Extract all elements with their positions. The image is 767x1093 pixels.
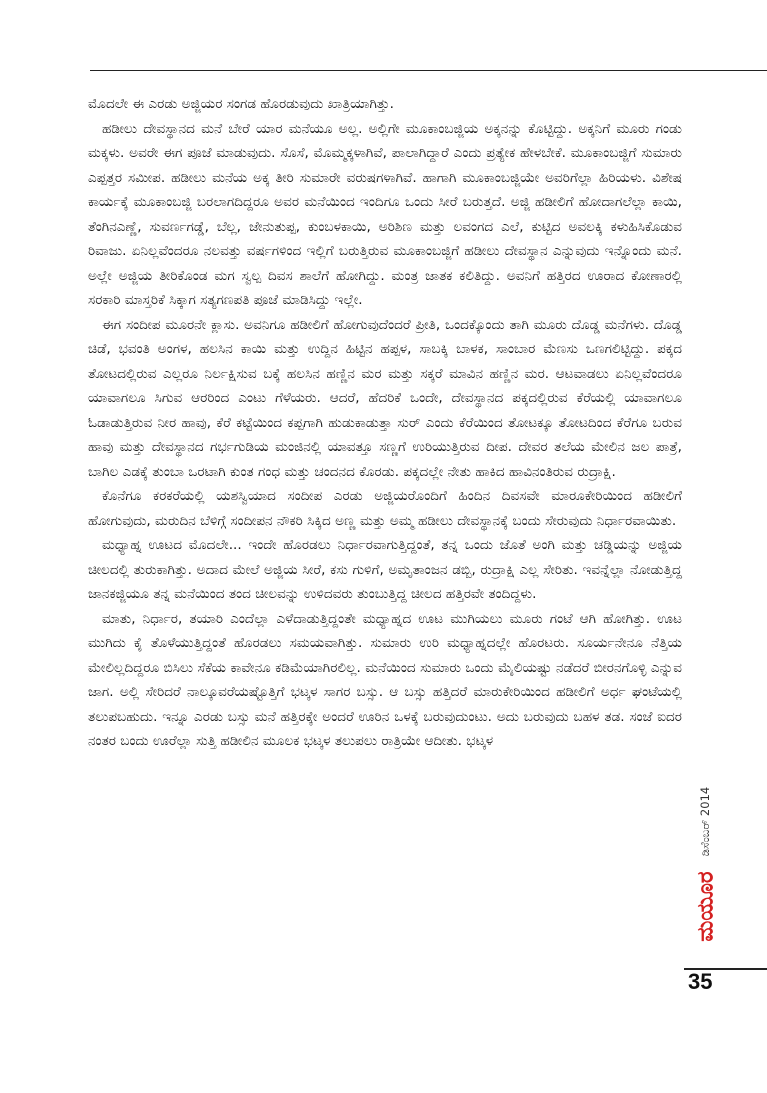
header-rule <box>90 70 767 71</box>
paragraph: ಕೊನೆಗೂ ಕರಕರೆಯಲ್ಲಿ ಯಶಸ್ವಿಯಾದ ಸಂದೀಪ ಎರಡು ಅಜ್ಜಿಯರೊಂದಿಗೆ ಹಿಂದಿನ ದಿವಸವೇ ಮಾರೂಕೇರಿಯಿಂದ ಹಡೀಲಿಗೆ ಹೋಗುವುದು, ಮರುದಿನ ಬೆಳಿಗ್ಗೆ ಸಂದೀಪನ ನೌಕರಿ ಸಿಕ್ಕಿದ ಅಣ್ಣ ಮತ್ತು ಅಮ್ಮ ಹಡೀಲು ದೇವಸ್ಥಾನಕ್ಕೆ ಬಂದು ಸೇರುವುದು ನಿರ್ಧಾರವಾಯಿತು. <box>88 488 682 529</box>
page-number: 35 <box>688 969 713 994</box>
paragraph: ಹಡೀಲು ದೇವಸ್ಥಾನದ ಮನೆ ಬೇರೆ ಯಾರ ಮನೆಯೂ ಅಲ್ಲ. ಅಲ್ಲಿಗೇ ಮೂಕಾಂಬಜ್ಜಿಯ ಅಕ್ಕನನ್ನು ಕೊಟ್ಟಿದ್ದು. ಅಕ್ಕನಿಗೆ ಮೂರು ಗಂಡು ಮಕ್ಕಳು. ಅವರೇ ಈಗ ಪೂಜೆ ಮಾಡುವುದು. ಸೊಸೆ, ಮೊಮ್ಮಕ್ಕಳಾಗಿವೆ, ಪಾಲಾಗಿದ್ದಾರೆ ಎಂದು ಪ್ರತ್ಯೇಕ ಹೇಳಬೇಕೆ. ಮೂಕಾಂಬಜ್ಜಿಗೆ ಸುಮಾರು ಎಪ್ಪತ್ತರ ಸಮೀಪ. ಹಡೀಲು ಮನೆಯ ಅಕ್ಕ ತೀರಿ ಸುಮಾರೇ ವರುಷಗಳಾಗಿವೆ. ಹಾಗಾಗಿ ಮೂಕಾಂಬಜ್ಜಿಯೇ ಅವರಿಗೆಲ್ಲಾ ಹಿರಿಯಳು. ವಿಶೇಷ ಕಾರ್ಯಕ್ಕೆ ಮೂಕಾಂಬಜ್ಜಿ ಬರಲಾಗದಿದ್ದರೂ ಅವರ ಮನೆಯಿಂದ ಇಂದಿಗೂ ಒಂದು ಸೀರೆ ಬರುತ್ತದೆ. ಅಜ್ಜಿ ಹಡೀಲಿಗೆ ಹೋದಾಗಲೆಲ್ಲಾ ಕಾಯಿ, ತೆಂಗಿನಎಣ್ಣೆ, ಸುವರ್ಣಗಡ್ಡೆ, ಬೆಲ್ಲ, ಜೇನುತುಪ್ಪ, ಕುಂಬಳಕಾಯಿ, ಅರಿಶಿಣ ಮತ್ತು ಲವಂಗದ ಎಲೆ, ಕುಟ್ಟಿದ ಅವಲಕ್ಕಿ ಕಳುಹಿಸಿಕೊಡುವ ರಿವಾಜು. ಏನಿಲ್ಲವೆಂದರೂ ನಲವತ್ತು ವರ್ಷಗಳಿಂದ ಇಲ್ಲಿಗೆ ಬರುತ್ತಿರುವ ಮೂಕಾಂಬಜ್ಜಿಗೆ ಹಡೀಲು ದೇವಸ್ಥಾನ ಎನ್ನುವುದು ಇನ್ನೊಂದು ಮನೆ. ಅಲ್ಲೇ ಅಜ್ಜಿಯ ತೀರಿಕೊಂಡ ಮಗ ಸ್ವಲ್ಪ ದಿವಸ ಶಾಲೆಗೆ ಹೋಗಿದ್ದು. ಮಂತ್ರ ಜಾತಕ ಕಲಿತಿದ್ದು. ಅವನಿಗೆ ಹತ್ತಿರದ ಊರಾದ ಕೋಣಾರಲ್ಲಿ ಸರಕಾರಿ ಮಾಸ್ತರಿಕೆ ಸಿಕ್ಕಾಗ ಸತ್ಯಗಣಪತಿ ಪೂಜೆ ಮಾಡಿಸಿದ್ದು ಇಲ್ಲೇ. <box>88 120 682 308</box>
issue-date <box>693 786 719 856</box>
paragraph: ಮಧ್ಯಾಹ್ನ ಊಟದ ಮೊದಲೇ... ಇಂದೇ ಹೊರಡಲು ನಿರ್ಧಾರವಾಗುತ್ತಿದ್ದಂತೆ, ತನ್ನ ಒಂದು ಜೊತೆ ಅಂಗಿ ಮತ್ತು ಚಡ್ಡಿಯನ್ನು ಅಜ್ಜಿಯ ಚೀಲದಲ್ಲಿ ತುರುಕಾಗಿತ್ತು. ಅದಾದ ಮೇಲೆ ಅಜ್ಜಿಯ ಸೀರೆ, ಕಸು ಗುಳಿಗೆ, ಅಮೃತಾಂಜನ ಡಬ್ಬಿ, ರುದ್ರಾಕ್ಷಿ ಎಲ್ಲ ಸೇರಿತು. ಇವನ್ನೆಲ್ಲಾ ನೋಡುತ್ತಿದ್ದ ಜಾನಕಜ್ಜಿಯೂ ತನ್ನ ಮನೆಯಿಂದ ತಂದ ಚೀಲವನ್ನು ಉಳಿದವರು ತುಂಬುತ್ತಿದ್ದ ಚೀಲದ ಹತ್ತಿರವೇ ತಂದಿದ್ದಳು. <box>88 537 682 602</box>
magazine-logo-text: ಮಯೂರ <box>693 870 719 942</box>
article-body <box>88 92 682 754</box>
paragraph: ಮೊದಲೇ ಈ ಎರಡು ಅಜ್ಜಿಯರ ಸಂಗಡ ಹೊರಡುವುದು ಖಾತ್ರಿಯಾಗಿತ್ತು. <box>88 96 394 112</box>
paragraph: ಈಗ ಸಂದೀಪ ಮೂರನೇ ಕ್ಲಾಸು. ಅವನಿಗೂ ಹಡೀಲಿಗೆ ಹೋಗುವುದೆಂದರೆ ಪ್ರೀತಿ, ಒಂದಕ್ಕೊಂದು ತಾಗಿ ಮೂರು ದೊಡ್ಡ ಮನೆಗಳು. ದೊಡ್ಡ ಚಿಡೆ, ಭವಂತಿ ಅಂಗಳ, ಹಲಸಿನ ಕಾಯಿ ಮತ್ತು ಉದ್ದಿನ ಹಿಟ್ಟಿನ ಹಪ್ಪಳ, ಸಾಬಕ್ಕಿ ಬಾಳಕ, ಸಾಂಬಾರ ಮೆಣಸು ಒಣಗಲಿಟ್ಟಿದ್ದು. ಪಕ್ಕದ ತೋಟದಲ್ಲಿರುವ ಎಲ್ಲರೂ ನಿರ್ಲಕ್ಷಿಸುವ ಬಕ್ಕೆ ಹಲಸಿನ ಹಣ್ಣಿನ ಮರ ಮತ್ತು ಸಕ್ಕರೆ ಮಾವಿನ ಹಣ್ಣಿನ ಮರ. ಆಟವಾಡಲು ಏನಿಲ್ಲವೆಂದರೂ ಯಾವಾಗಲೂ ಸಿಗುವ ಆರರಿಂದ ಎಂಟು ಗೆಳೆಯರು. ಆದರೆ, ಹೆದರಿಕೆ ಒಂದೇ, ದೇವಸ್ಥಾನದ ಪಕ್ಕದಲ್ಲಿರುವ ಕೆರೆಯಲ್ಲಿ ಯಾವಾಗಲೂ ಓಡಾಡುತ್ತಿರುವ ನೀರ ಹಾವು, ಕೆರೆ ಕಟ್ಟೆಯಿಂದ ಕಪ್ಪಗಾಗಿ ಹುಡುಕಾಡುತ್ತಾ ಸುರ್ ಎಂದು ಕೆರೆಯಿಂದ ತೋಟಕ್ಕೂ ತೋಟದಿಂದ ಕೆರೆಗೂ ಬರುವ ಹಾವು ಮತ್ತು ದೇವಸ್ಥಾನದ ಗರ್ಭಗುಡಿಯ ಮಂಜಿನಲ್ಲಿ ಯಾವತ್ತೂ ಸಣ್ಣಗೆ ಉರಿಯುತ್ತಿರುವ ದೀಪ. ದೇವರ ತಲೆಯ ಮೇಲಿನ ಜಲ ಪಾತ್ರೆ, ಬಾಗಿಲ ಎಡಕ್ಕೆ ತುಂಬಾ ಒರಟಾಗಿ ಕುಂತ ಗಂಧ ಮತ್ತು ಚಂದನದ ಕೊರಡು. ಪಕ್ಕದಲ್ಲೇ ನೇತು ಹಾಕಿದ ಹಾವಿನಂತಿರುವ ರುದ್ರಾಕ್ಷಿ. <box>88 316 682 480</box>
issue-date-text: ಡಿಸೆಂಬರ್ 2014 <box>698 786 713 856</box>
magazine-sidebar <box>693 786 719 958</box>
paragraph: ಮಾತು, ನಿರ್ಧಾರ, ತಯಾರಿ ಎಂದೆಲ್ಲಾ ಎಳೆದಾಡುತ್ತಿದ್ದಂತೇ ಮಧ್ಯಾಹ್ನದ ಊಟ ಮುಗಿಯಲು ಮೂರು ಗಂಟೆ ಆಗಿ ಹೋಗಿತ್ತು. ಊಟ ಮುಗಿದು ಕೈ ತೊಳೆಯುತ್ತಿದ್ದಂತೆ ಹೊರಡಲು ಸಮಯವಾಗಿತ್ತು. ಸುಮಾರು ಉರಿ ಮಧ್ಯಾಹ್ನದಲ್ಲೇ ಹೊರಟರು. ಸೂರ್ಯನೇನೂ ನೆತ್ತಿಯ ಮೇಲಿಲ್ಲದಿದ್ದರೂ ಬಿಸಿಲು ಸೆಕೆಯ ಕಾವೇನೂ ಕಡಿಮೆಯಾಗಿರಲಿಲ್ಲ. ಮನೆಯಿಂದ ಸುಮಾರು ಒಂದು ಮೈಲಿಯಷ್ಟು ನಡೆದರೆ ಬೀರನಗೊಳ್ಳಿ ಎನ್ನುವ ಜಾಗ. ಅಲ್ಲಿ ಸೇರಿದರೆ ನಾಲ್ಕೂವರೆಯಷ್ಟೊತ್ತಿಗೆ ಭಟ್ಕಳ ಸಾಗರ ಬಸ್ಸು. ಆ ಬಸ್ಸು ಹತ್ತಿದರೆ ಮಾರುಕೇರಿಯಿಂದ ಹಡೀಲಿಗೆ ಅರ್ಧ ಘಂಟೆಯಲ್ಲಿ ತಲುಪಬಹುದು. ಇನ್ನೂ ಎರಡು ಬಸ್ಸು ಮನೆ ಹತ್ತಿರಕ್ಕೇ ಅಂದರೆ ಊರಿನ ಒಳಕ್ಕೆ ಬರುವುದುಂಟು. ಅದು ಬರುವುದು ಬಹಳ ತಡ. ಸಂಜೆ ಐದರ ನಂತರ ಬಂದು ಊರೆಲ್ಲಾ ಸುತ್ತಿ ಹಡೀಲಿನ ಮೂಲಕ ಭಟ್ಕಳ ತಲುಪಲು ರಾತ್ರಿಯೇ ಆದೀತು. ಭಟ್ಕಳ <box>88 610 682 749</box>
magazine-logo <box>693 856 719 956</box>
